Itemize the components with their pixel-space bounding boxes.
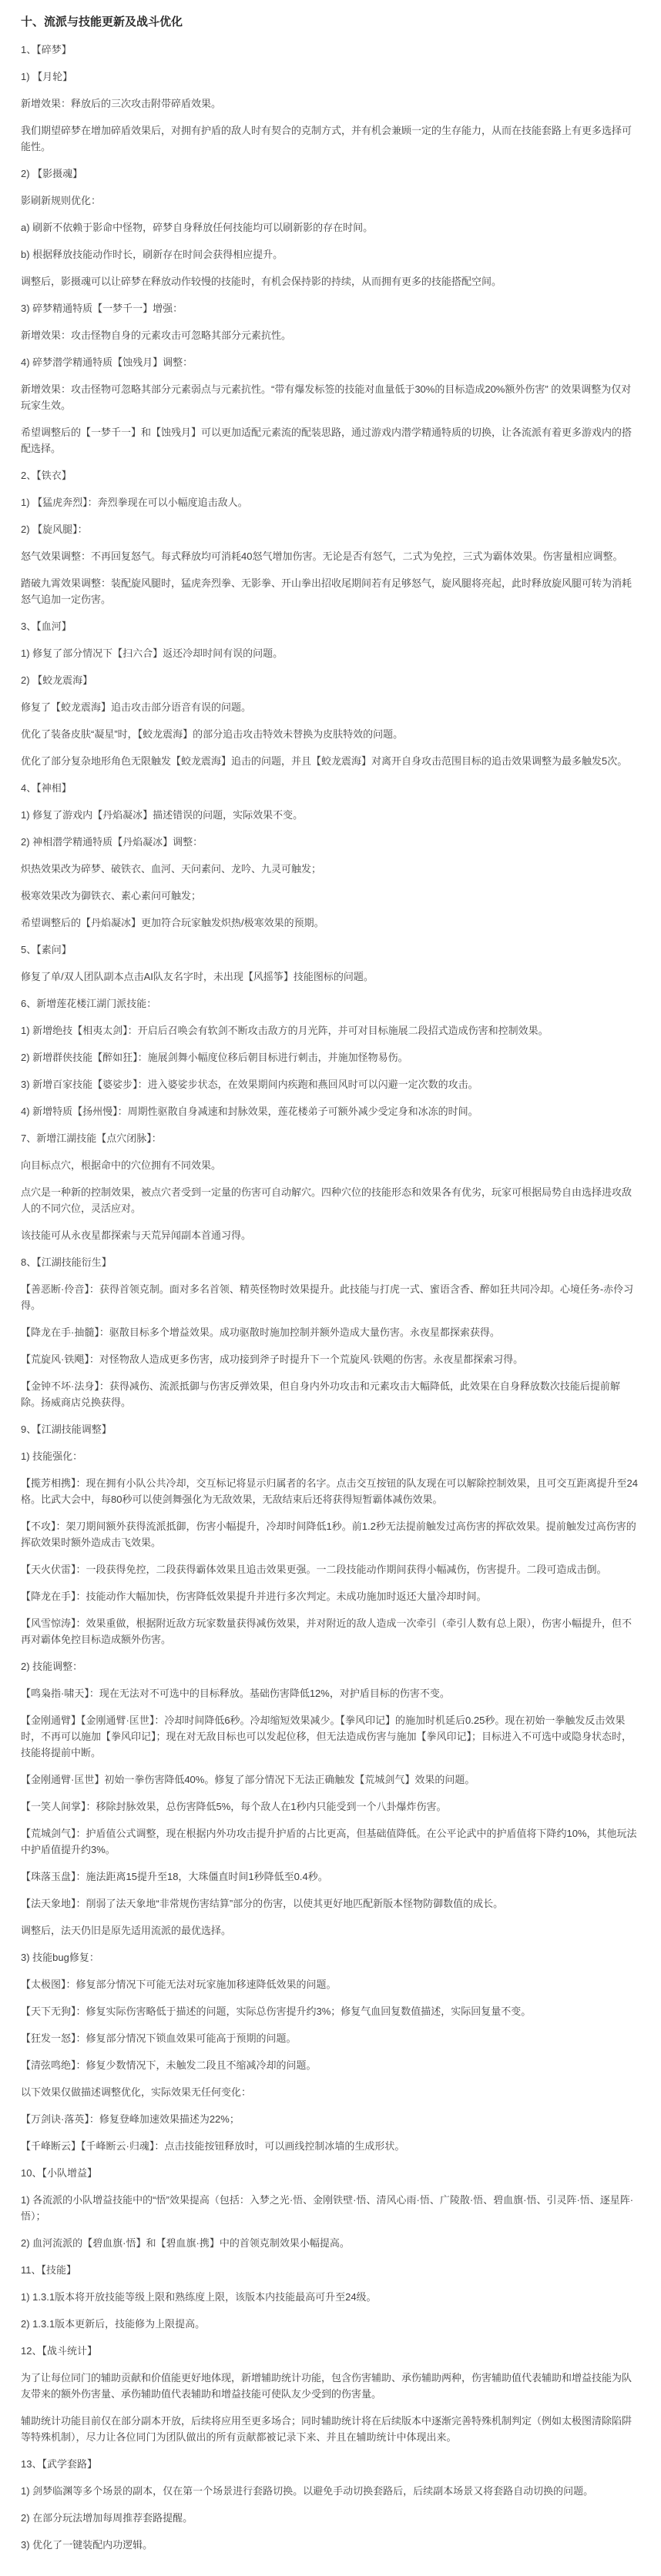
paragraph: 【天火伏雷】：一段获得免控，二段获得霸体效果且追击效果更强。一二段技能动作期间获得小幅减伤，伤害提升。二段可造成击倒。 [21, 1564, 607, 1575]
paragraph: 【一笑人间掌】：移除封脉效果，总伤害降低5%，每个敌人在1秒内只能受到一个八卦爆炸伤害。 [21, 1801, 447, 1812]
paragraph: 【金刚通臂】【金刚通臂·匡世】：冷却时间降低6秒。冷却缩短效果减少。【拳风印记】的施加时机延后0.25秒。现在初始一拳触发反击效果时，不再可以施加【拳风印记】；现在对无敌目标也可以发起位移，但无法造成伤害与施加【拳风印记】；目标进入不可选中或隐身状态时，技能将提前中断。 [21, 1715, 632, 1758]
paragraph: 修复了单/双人团队副本点击AI队友名字时，未出现【风摇筝】技能图标的问题。 [21, 971, 374, 982]
paragraph: 8、【江湖技能衍生】 [21, 1256, 112, 1268]
paragraph: 优化了装备皮肤“凝星”时，【蛟龙震海】的部分追击攻击特效未替换为皮肤特效的问题。 [21, 728, 404, 740]
paragraph: 【降龙在手】：技能动作大幅加快，伤害降低效果提升并进行多次判定。未成功施加时返还大量冷却时间。 [21, 1591, 487, 1602]
paragraph: 影刷新规则优化： [21, 195, 102, 206]
paragraph: 【天下无狗】：修复实际伤害略低于描述的问题，实际总伤害提升约3%；修复气血回复数值描述，实际回复量不变。 [21, 2006, 532, 2017]
paragraph: 【鸣枭指·啸天】：现在无法对不可选中的目标释放。基础伤害降低12%，对护盾目标的伤害不变。 [21, 1688, 450, 1699]
paragraph: 1) 修复了游戏内【丹焰凝冰】描述错误的问题，实际效果不变。 [21, 809, 304, 821]
paragraph: 2) 【影摄魂】 [21, 168, 83, 179]
paragraph: 4) 新增特质【扬州慢】：周期性驱散自身减速和封脉效果，莲花楼弟子可额外减少受定身和冰冻的时间。 [21, 1106, 478, 1117]
paragraph: 3) 新增百家技能【婆娑步】：进入婆娑步状态，在效果期间内疾跑和燕回风时可以闪避一定次数的攻击。 [21, 1079, 478, 1090]
paragraph: 1) 【猛虎奔烈】：奔烈拳现在可以小幅度追击敌人。 [21, 497, 248, 508]
paragraph: 辅助统计功能目前仅在部分副本开放，后续将应用至更多场合；同时辅助统计将在后续版本中逐渐完善特殊机制判定（例如太极图清除陷阱等特殊机制），尽力让各位同门为团队做出的所有贡献都被记录下来、并且在辅助统计中体现出来。 [21, 2415, 632, 2443]
paragraph: 1) 剑梦临渊等多个场景的副本，仅在第一个场景进行套路切换。以避免手动切换套路后，后续副本场景又将套路自动切换的问题。 [21, 2485, 594, 2497]
paragraph: 调整后，影摄魂可以让碎梦在释放动作较慢的技能时，有机会保持影的持续，从而拥有更多的技能搭配空间。 [21, 276, 502, 287]
paragraph: 【清弦鸣绝】：修复少数情况下，未触发二段且不缩减冷却的问题。 [21, 2059, 317, 2071]
paragraph: 【金刚通臂·匡世】初始一拳伤害降低40%。修复了部分情况下无法正确触发【荒城剑气】效果的问题。 [21, 1774, 475, 1785]
paragraph: 【荒城剑气】：护盾值公式调整，现在根据内外功攻击提升护盾的占比更高，但基础值降低。在公平论武中的护盾值将下降约10%，其他玩法中护盾值提升约3%。 [21, 1828, 637, 1855]
paragraph: 优化了部分复杂地形角色无限触发【蛟龙震海】追击的问题，并且【蛟龙震海】对离开自身攻击范围目标的追击效果调整为最多触发5次。 [21, 755, 628, 767]
paragraph: 为了让每位同门的辅助贡献和价值能更好地体现，新增辅助统计功能，包含伤害辅助、承伤辅助两种，伤害辅助值代表辅助和增益技能为队友带来的额外伤害量、承伤辅助值代表辅助和增益技能可使队友少受到的伤害量。 [21, 2372, 632, 2400]
paragraph: 向目标点穴，根据命中的穴位拥有不同效果。 [21, 1159, 222, 1171]
paragraph: b) 根据释放技能动作时长，刷新存在时间会获得相应提升。 [21, 249, 284, 260]
paragraph: 【揽芳相携】：现在拥有小队公共冷却，交互标记将显示归属者的名字。点击交互按钮的队友现在可以解除控制效果，且可交互距离提升至24格。比武大会中，每80秒可以使剑舞强化为无敌效果，无敌结束后还将获得短暂霸体减伤效果。 [21, 1477, 638, 1505]
paragraph: 11、【技能】 [21, 2264, 76, 2276]
paragraph: 7、新增江湖技能【点穴闭脉】： [21, 1132, 162, 1144]
paragraph: 2、【铁衣】 [21, 470, 72, 481]
paragraph: 点穴是一种新的控制效果，被点穴者受到一定量的伤害可自动解穴。四种穴位的技能形态和效果各有优劣，玩家可根据局势自由选择进攻敌人的不同穴位，灵活应对。 [21, 1186, 632, 1214]
paragraph: 新增效果：攻击怪物自身的元素攻击可忽略其部分元素抗性。 [21, 330, 292, 341]
paragraph: 极寒效果改为御铁衣、素心素问可触发； [21, 890, 202, 902]
paragraph: 3) 优化了一键装配内功逻辑。 [21, 2539, 153, 2551]
paragraph: 1) 【月轮】 [21, 71, 73, 82]
paragraph: 新增效果：攻击怪物可忽略其部分元素弱点与元素抗性。“带有爆发标签的技能对血量低于30%的目标造成20%额外伤害” 的效果调整为仅对玩家生效。 [21, 383, 632, 411]
paragraph: 2) 在部分玩法增加每周推荐套路提醒。 [21, 2512, 193, 2524]
page-title: 十、流派与技能更新及战斗优化 [21, 15, 183, 28]
paragraph: 【降龙在手·抽髓】：驱散目标多个增益效果。成功驱散时施加控制并额外造成大量伤害。永夜星都探索获得。 [21, 1326, 500, 1338]
paragraph: 怒气效果调整：不再回复怒气。每式释放均可消耗40怒气增加伤害。无论是否有怒气，二式为免控，三式为霸体效果。伤害量相应调整。 [21, 550, 623, 562]
paragraph: 新增效果：释放后的三次攻击附带碎盾效果。 [21, 98, 222, 109]
paragraph: 【狂发一怒】：修复部分情况下锁血效果可能高于预期的问题。 [21, 2032, 297, 2044]
paragraph: 2) 血河流派的【碧血旗·悟】和【碧血旗·携】中的首领克制效果小幅提高。 [21, 2237, 350, 2249]
paragraph: 调整后，法天仍旧是原先适用流派的最优选择。 [21, 1925, 232, 1936]
paragraph: 修复了【蛟龙震海】追击攻击部分语音有误的问题。 [21, 701, 252, 713]
paragraph: 【风雪惊涛】：效果重做，根据附近敌方玩家数量获得减伤效果，并对附近的敌人造成一次牵引（牵引人数有总上限），伤害小幅提升，但不再对霸体免控目标造成额外伤害。 [21, 1618, 632, 1645]
paragraph: 【太极图】：修复部分情况下可能无法对玩家施加移速降低效果的问题。 [21, 1979, 337, 1990]
paragraph: 1) 各流派的小队增益技能中的“悟”效果提高（包括：入梦之光·悟、金刚铁壁·悟、清风心雨·悟、广陵散·悟、碧血旗·悟、引灵阵·悟、逐星阵·悟）； [21, 2194, 634, 2222]
paragraph: 2) 新增群侠技能【醉如狂】：施展剑舞小幅度位移后朝目标进行刺击，并施加怪物易伤。 [21, 1052, 408, 1063]
paragraph: a) 刷新不依赖于影命中怪物，碎梦自身释放任何技能均可以刷新影的存在时间。 [21, 222, 374, 233]
paragraph: 该技能可从永夜星都探索与天荒异闻副本首通习得。 [21, 1229, 252, 1241]
paragraph: 希望调整后的【丹焰凝冰】更加符合玩家触发炽热/极寒效果的预期。 [21, 917, 324, 928]
paragraph: 1) 修复了部分情况下【扫六合】返还冷却时间有误的问题。 [21, 647, 284, 659]
paragraph: 【万剑诀·落英】：修复登峰加速效果描述为22%； [21, 2113, 240, 2125]
paragraph: 2) 技能调整： [21, 1661, 83, 1672]
paragraph: 希望调整后的【一梦千一】和【蚀残月】可以更加适配元素流的配装思路，通过游戏内潜学精通特质的切换，让各流派有着更多游戏内的搭配选择。 [21, 427, 632, 454]
paragraph: 3) 碎梦精通特质【一梦千一】增强： [21, 303, 183, 314]
paragraph: 1) 技能强化： [21, 1450, 83, 1462]
paragraph: 3) 技能bug修复： [21, 1952, 99, 1963]
paragraph: 以下效果仅做描述调整优化，实际效果无任何变化： [21, 2086, 252, 2098]
document-body [21, 42, 639, 2553]
paragraph: 1、【碎梦】 [21, 44, 72, 55]
paragraph: 2) 1.3.1版本更新后，技能修为上限提高。 [21, 2318, 206, 2330]
paragraph: 我们期望碎梦在增加碎盾效果后，对拥有护盾的敌人时有契合的克制方式，并有机会兼顾一定的生存能力，从而在技能套路上有更多选择可能性。 [21, 125, 632, 152]
paragraph: 炽热效果改为碎梦、破铁衣、血河、天问素问、龙吟、九灵可触发； [21, 863, 322, 875]
paragraph: 【千峰断云】【千峰断云·归魂】：点击技能按钮释放时，可以画线控制冰墙的生成形状。 [21, 2140, 405, 2152]
paragraph: 【法天象地】：削弱了法天象地“非常规伤害结算”部分的伤害，以使其更好地匹配新版本怪物防御数值的成长。 [21, 1898, 504, 1909]
paragraph: 12、【战斗统计】 [21, 2345, 97, 2357]
paragraph: 【荒旋风·铁飓】：对怪物敌人造成更多伤害，成功接到斧子时提升下一个荒旋风·铁飓的伤害。永夜星都探索习得。 [21, 1353, 524, 1365]
paragraph: 【不攻】：架刀期间额外获得流派抵御，伤害小幅提升，冷却时间降低1秒。前1.2秒无法提前触发过高伤害的挥砍效果。提前触发过高伤害的挥砍效果时额外造成击飞效果。 [21, 1521, 636, 1548]
paragraph: 1) 1.3.1版本将开放技能等级上限和熟练度上限，该版本内技能最高可升至24级。 [21, 2291, 377, 2303]
paragraph: 1) 新增绝技【相夷太剑】：开启后召唤会有软剑不断攻击敌方的月光阵，并可对目标施展二段招式造成伤害和控制效果。 [21, 1025, 549, 1036]
paragraph: 6、新增莲花楼江湖门派技能： [21, 998, 157, 1009]
paragraph: 4、【神相】 [21, 782, 72, 794]
paragraph: 4) 碎梦潜学精通特质【蚀残月】调整： [21, 356, 193, 368]
paragraph: 9、【江湖技能调整】 [21, 1423, 112, 1435]
paragraph: 5、【素问】 [21, 944, 72, 955]
paragraph: 2) 【蛟龙震海】 [21, 674, 93, 686]
paragraph: 踏破九霄效果调整：装配旋风腿时，猛虎奔烈拳、无影拳、开山拳出招收尾期间若有足够怒气，旋风腿将亮起，此时释放旋风腿可转为消耗怒气追加一定伤害。 [21, 577, 632, 605]
paragraph: 2) 神相潜学精通特质【丹焰凝冰】调整： [21, 836, 203, 848]
paragraph: 【金钟不坏·法身】：获得减伤、流派抵御与伤害反弹效果，但自身内外功攻击和元素攻击大幅降低，此效果在自身释放数次技能后提前解除。扬威商店兑换获得。 [21, 1380, 620, 1408]
paragraph: 10、【小队增益】 [21, 2167, 97, 2179]
paragraph: 2) 【旋风腿】： [21, 524, 88, 535]
paragraph: 13、【武学套路】 [21, 2458, 97, 2470]
paragraph: 【善恶断·伶音】：获得首领克制。面对多名首领、精英怪物时效果提升。此技能与打虎一式、蜜语含香、醉如狂共同冷却。心境任务-赤伶习得。 [21, 1283, 634, 1311]
paragraph: 3、【血河】 [21, 621, 72, 632]
paragraph: 【珠落玉盘】：施法距离15提升至18，大珠僵直时间1秒降低至0.4秒。 [21, 1871, 328, 1882]
